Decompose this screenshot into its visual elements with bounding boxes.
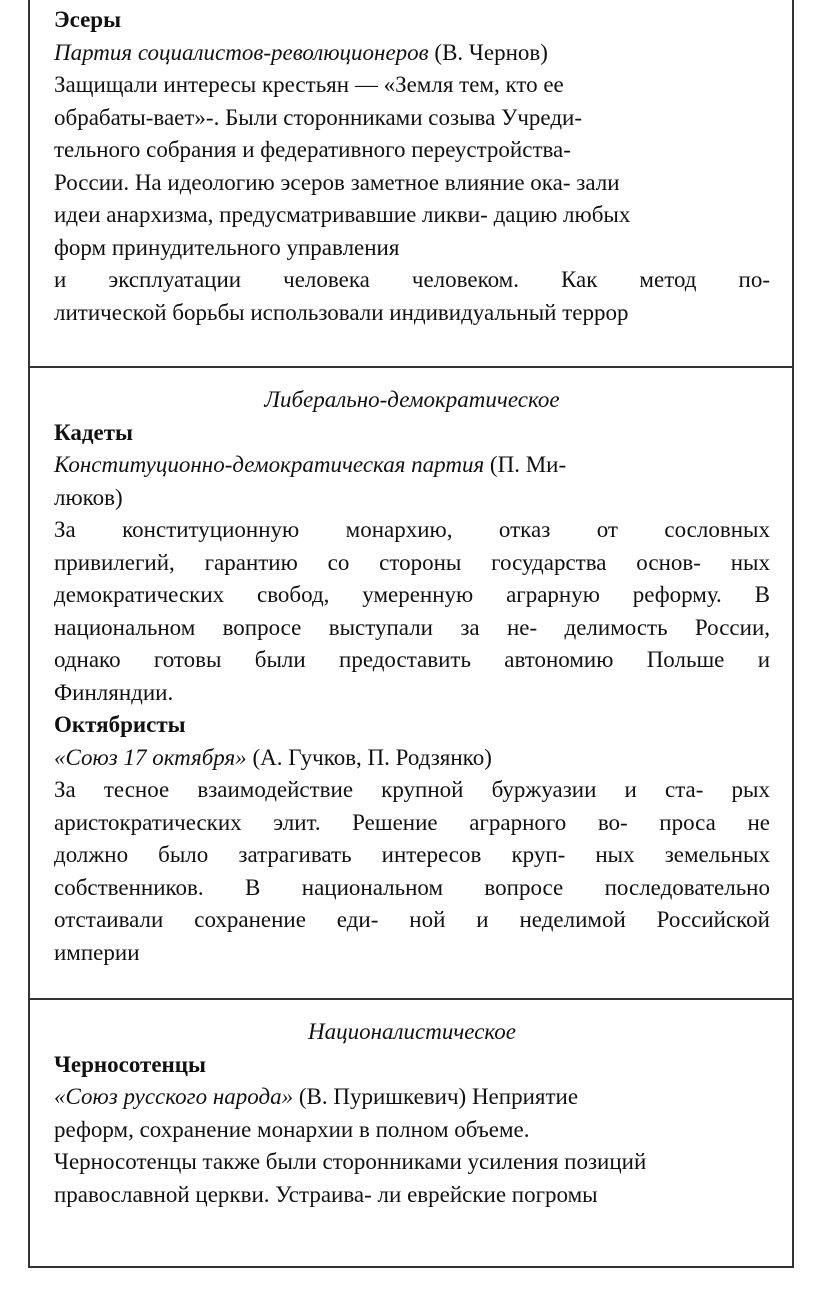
oktyabristy-text-line: собственников. В национальном вопросе последовательно <box>54 874 770 900</box>
esery-full-name: Партия социалистов-революционеров <box>54 39 429 65</box>
esery-text-line: форм принудительного управления <box>54 234 400 260</box>
chernosotentsy-text-line: реформ, сохранение монархии в полном объеме. <box>54 1116 530 1142</box>
parties-table <box>28 0 794 1268</box>
kadety-text-line: однако готовы были предоставить автономию Польше и <box>54 647 770 672</box>
liberal-heading: Либерально-демократическое <box>264 387 560 412</box>
oktyabristy-party-name: Октябристы <box>54 712 186 737</box>
kadety-text-line: За конституционную монархию, отказ от сословных <box>54 517 770 542</box>
esery-text-line: идеи анархизма, предусматривавшие ликви- дацию любых <box>54 202 631 227</box>
nationalist-section <box>30 1000 792 1266</box>
kadety-text-line: Финляндии. <box>54 679 174 705</box>
oktyabristy-text-line: отстаивали сохранение еди- ной и неделимой Российской <box>54 907 770 932</box>
kadety-leader-cont: люков) <box>54 484 123 510</box>
chernosotentsy-party-name: Черносотенцы <box>54 1051 207 1077</box>
kadety-text-line: демократических свобод, умеренную аграрную реформу. В <box>54 582 770 607</box>
oktyabristy-text-line: аристократических элит. Решение аграрного во- проса не <box>54 809 770 835</box>
esery-party-name: Эсеры <box>54 7 122 32</box>
chernosotentsy-text-line: православной церкви. Устраива- ли еврейские погромы <box>54 1181 598 1207</box>
kadety-full-name: Конституционно-демократическая партия <box>54 452 485 477</box>
oktyabristy-text-line: За тесное взаимодействие крупной буржуазии и ста- рых <box>54 777 770 802</box>
esery-section <box>30 0 792 368</box>
chernosotentsy-full-name-line <box>54 1081 770 1114</box>
oktyabristy-full-name-line <box>54 742 770 775</box>
kadety-text-line: национальном вопросе выступали за не- делимость России, <box>54 614 770 640</box>
oktyabristy-text-line: империи <box>54 939 140 965</box>
esery-text-line: обрабаты-вает»-. Были сторонниками созыва Учреди- <box>54 104 582 130</box>
kadety-text-line: привилегий, гарантию со стороны государства основ- ных <box>54 549 770 575</box>
kadety-leader: (П. Ми- <box>484 452 567 477</box>
chernosotentsy-text-line: Черносотенцы также были сторонниками усиления позиций <box>54 1149 647 1174</box>
oktyabristy-full-name: «Союз 17 октября» <box>54 744 247 770</box>
oktyabristy-text-line: должно было затрагивать интересов круп- ных земельных <box>54 842 770 867</box>
oktyabristy-leader: (А. Гучков, П. Родзянко) <box>246 744 492 770</box>
esery-full-name-line <box>54 37 770 70</box>
esery-leader: (В. Чернов) <box>428 39 548 65</box>
chernosotentsy-full-name: «Союз русского народа» <box>54 1084 294 1109</box>
kadety-party-name: Кадеты <box>54 419 133 445</box>
nationalist-heading: Националистическое <box>307 1019 517 1044</box>
chernosotentsy-leader: (В. Пуришкевич) Неприятие <box>293 1084 579 1109</box>
esery-text-line: России. На идеологию эсеров заметное влияние ока- зали <box>54 169 620 195</box>
liberal-section <box>30 368 792 1000</box>
esery-text-line: и эксплуатации человека человеком. Как метод по- <box>54 267 770 292</box>
esery-text-line: литической борьбы использовали индивидуальный террор <box>54 299 629 325</box>
esery-text-line: Защищали интересы крестьян — «Земля тем, кто ее <box>54 72 564 97</box>
esery-text-line: тельного собрания и федеративного переустройства- <box>54 137 571 162</box>
kadety-full-name-line <box>54 449 770 482</box>
